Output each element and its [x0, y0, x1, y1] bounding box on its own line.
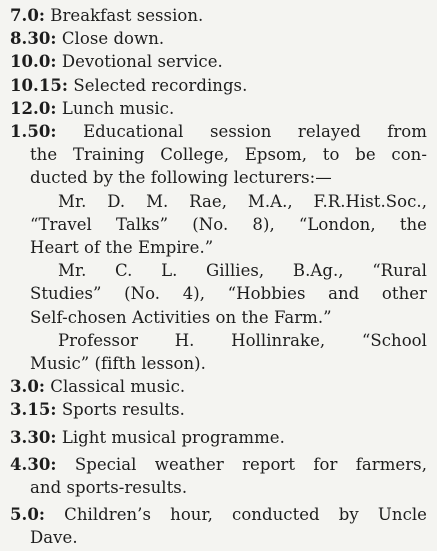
- entry-first-line: [10, 120, 427, 143]
- entry-text: Breakfast session.: [50, 6, 204, 25]
- schedule-entry-3-30: [10, 426, 427, 449]
- lecturer-name: Mr. D. M. Rae, M.A., F.R.Hist.Soc.,: [58, 191, 427, 211]
- lecturer-block: [10, 190, 427, 260]
- schedule-entry-12-0: [10, 97, 427, 120]
- entry-text: Lunch music.: [61, 98, 175, 118]
- entry-text: Educational session relayed from: [83, 122, 427, 142]
- schedule-entry-5-0: [10, 503, 427, 549]
- entry-text: Classical music.: [50, 377, 186, 397]
- lecturer-name: Professor H. Hollinrake, “School: [58, 330, 427, 350]
- entry-time: 5.0:: [10, 505, 45, 525]
- schedule-entry-10-0: [10, 50, 427, 73]
- lecturer-topic: “Travel Talks” (No. 8), “London, the: [30, 214, 427, 234]
- lecturer-name: Mr. C. L. Gillies, B.Ag., “Rural: [58, 261, 427, 281]
- schedule-entry-3-0: [10, 375, 427, 398]
- schedule-entry-4-30: [10, 453, 427, 499]
- lecturer-topic: Studies” (No. 4), “Hobbies and other: [30, 284, 427, 304]
- schedule-entry-1-50: [10, 120, 427, 375]
- entry-first-line: [10, 453, 427, 476]
- entry-time: 3.15:: [10, 400, 57, 420]
- lecturer-block: [10, 259, 427, 329]
- entry-time: 10.0:: [10, 52, 57, 72]
- entry-continuation: the Training College, Epsom, to be con-: [30, 145, 427, 165]
- entry-time: 3.0:: [10, 377, 45, 397]
- entry-continuation: Dave.: [30, 528, 78, 548]
- entry-text: Selected recordings.: [73, 75, 248, 95]
- entry-time: 8.30:: [10, 29, 57, 49]
- lecturer-topic: Music” (fifth lesson).: [30, 354, 206, 374]
- entry-text: Sports results.: [61, 400, 185, 420]
- entry-text: Light musical programme.: [61, 427, 285, 447]
- entry-time: 7.0:: [10, 6, 45, 25]
- lecturer-block: [10, 329, 427, 375]
- entry-text: Close down.: [61, 29, 165, 49]
- entry-text: Devotional service.: [61, 52, 223, 72]
- schedule-entry-10-15: [10, 74, 427, 97]
- entry-time: 10.15:: [10, 75, 69, 95]
- schedule-entry-3-15: [10, 398, 427, 421]
- entry-continuation: ducted by the following lecturers:—: [30, 168, 332, 188]
- lecturer-topic: Self-chosen Activities on the Farm.”: [30, 307, 332, 327]
- entry-time: 12.0:: [10, 98, 57, 118]
- entry-time: 3.30:: [10, 427, 57, 447]
- entry-time: 4.30:: [10, 454, 57, 474]
- schedule-entry-8-30: [10, 27, 427, 50]
- lecturer-topic: Heart of the Empire.”: [30, 238, 214, 258]
- entry-text: Special weather report for farmers,: [74, 454, 427, 474]
- entry-first-line: [10, 503, 427, 526]
- entry-text: Children’s hour, conducted by Uncle: [64, 505, 427, 525]
- entry-continuation: and sports-results.: [30, 478, 188, 498]
- entry-time: 1.50:: [10, 122, 57, 142]
- schedule-entry-7-0: [10, 4, 427, 27]
